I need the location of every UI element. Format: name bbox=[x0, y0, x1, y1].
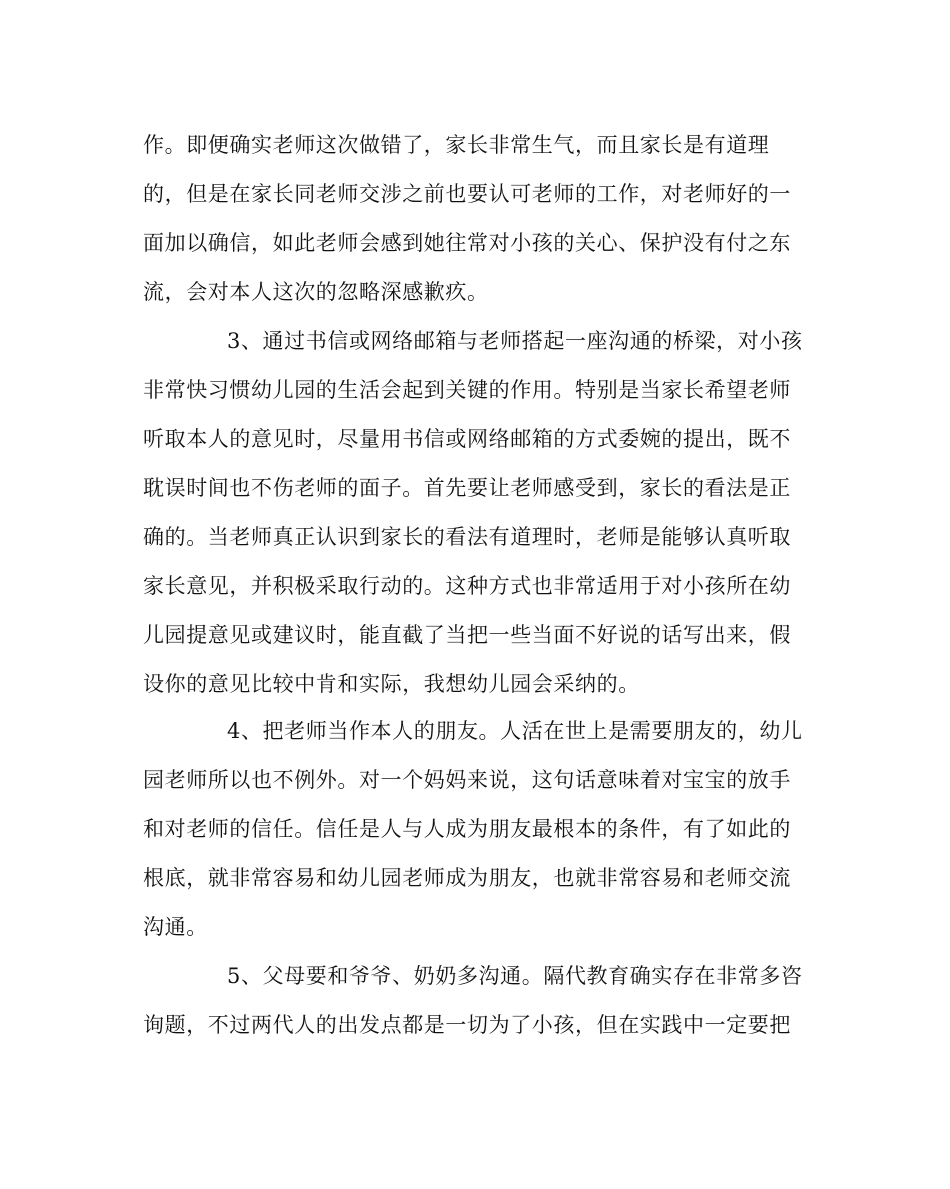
text-line: 根底，就非常容易和幼儿园老师成为朋友，也就非常容易和老师交流 bbox=[143, 866, 791, 890]
text-line: 家长意见，并积极采取行动的。这种方式也非常适用于对小孩所在幼 bbox=[143, 574, 791, 598]
text-line: 流，会对本人这次的忽略深感歉疚。 bbox=[143, 280, 489, 304]
text-line: 儿园提意见或建议时，能直截了当把一些当面不好说的话写出来，假 bbox=[143, 623, 791, 647]
paragraph-start-line: 3、通过书信或网络邮箱与老师搭起一座沟通的桥梁，对小孩 bbox=[227, 329, 803, 353]
text-line: 确的。当老师真正认识到家长的看法有道理时，老师是能够认真听取 bbox=[143, 525, 791, 549]
text-line: 非常快习惯幼儿园的生活会起到关键的作用。特别是当家长希望老师 bbox=[143, 378, 791, 402]
text-line: 询题，不过两代人的出发点都是一切为了小孩，但在实践中一定要把 bbox=[143, 1013, 791, 1037]
text-line: 面加以确信，如此老师会感到她往常对小孩的关心、保护没有付之东 bbox=[143, 231, 791, 255]
paragraph-start-line: 4、把老师当作本人的朋友。人活在世上是需要朋友的，幼儿 bbox=[227, 719, 803, 743]
text-line: 沟通。 bbox=[143, 915, 208, 939]
text-line: 园老师所以也不例外。对一个妈妈来说，这句话意味着对宝宝的放手 bbox=[143, 768, 791, 792]
text-line: 和对老师的信任。信任是人与人成为朋友最根本的条件，有了如此的 bbox=[143, 817, 791, 841]
paragraph-start-line: 5、父母要和爷爷、奶奶多沟通。隔代教育确实存在非常多咨 bbox=[227, 964, 803, 988]
text-line: 的，但是在家长同老师交涉之前也要认可老师的工作，对老师好的一 bbox=[143, 182, 791, 206]
text-line: 设你的意见比较中肯和实际，我想幼儿园会采纳的。 bbox=[143, 672, 640, 696]
text-line: 耽误时间也不伤老师的面子。首先要让老师感受到，家长的看法是正 bbox=[143, 476, 791, 500]
text-line: 作。即便确实老师这次做错了，家长非常生气，而且家长是有道理 bbox=[143, 133, 770, 157]
text-line: 听取本人的意见时，尽量用书信或网络邮箱的方式委婉的提出，既不 bbox=[143, 427, 791, 451]
